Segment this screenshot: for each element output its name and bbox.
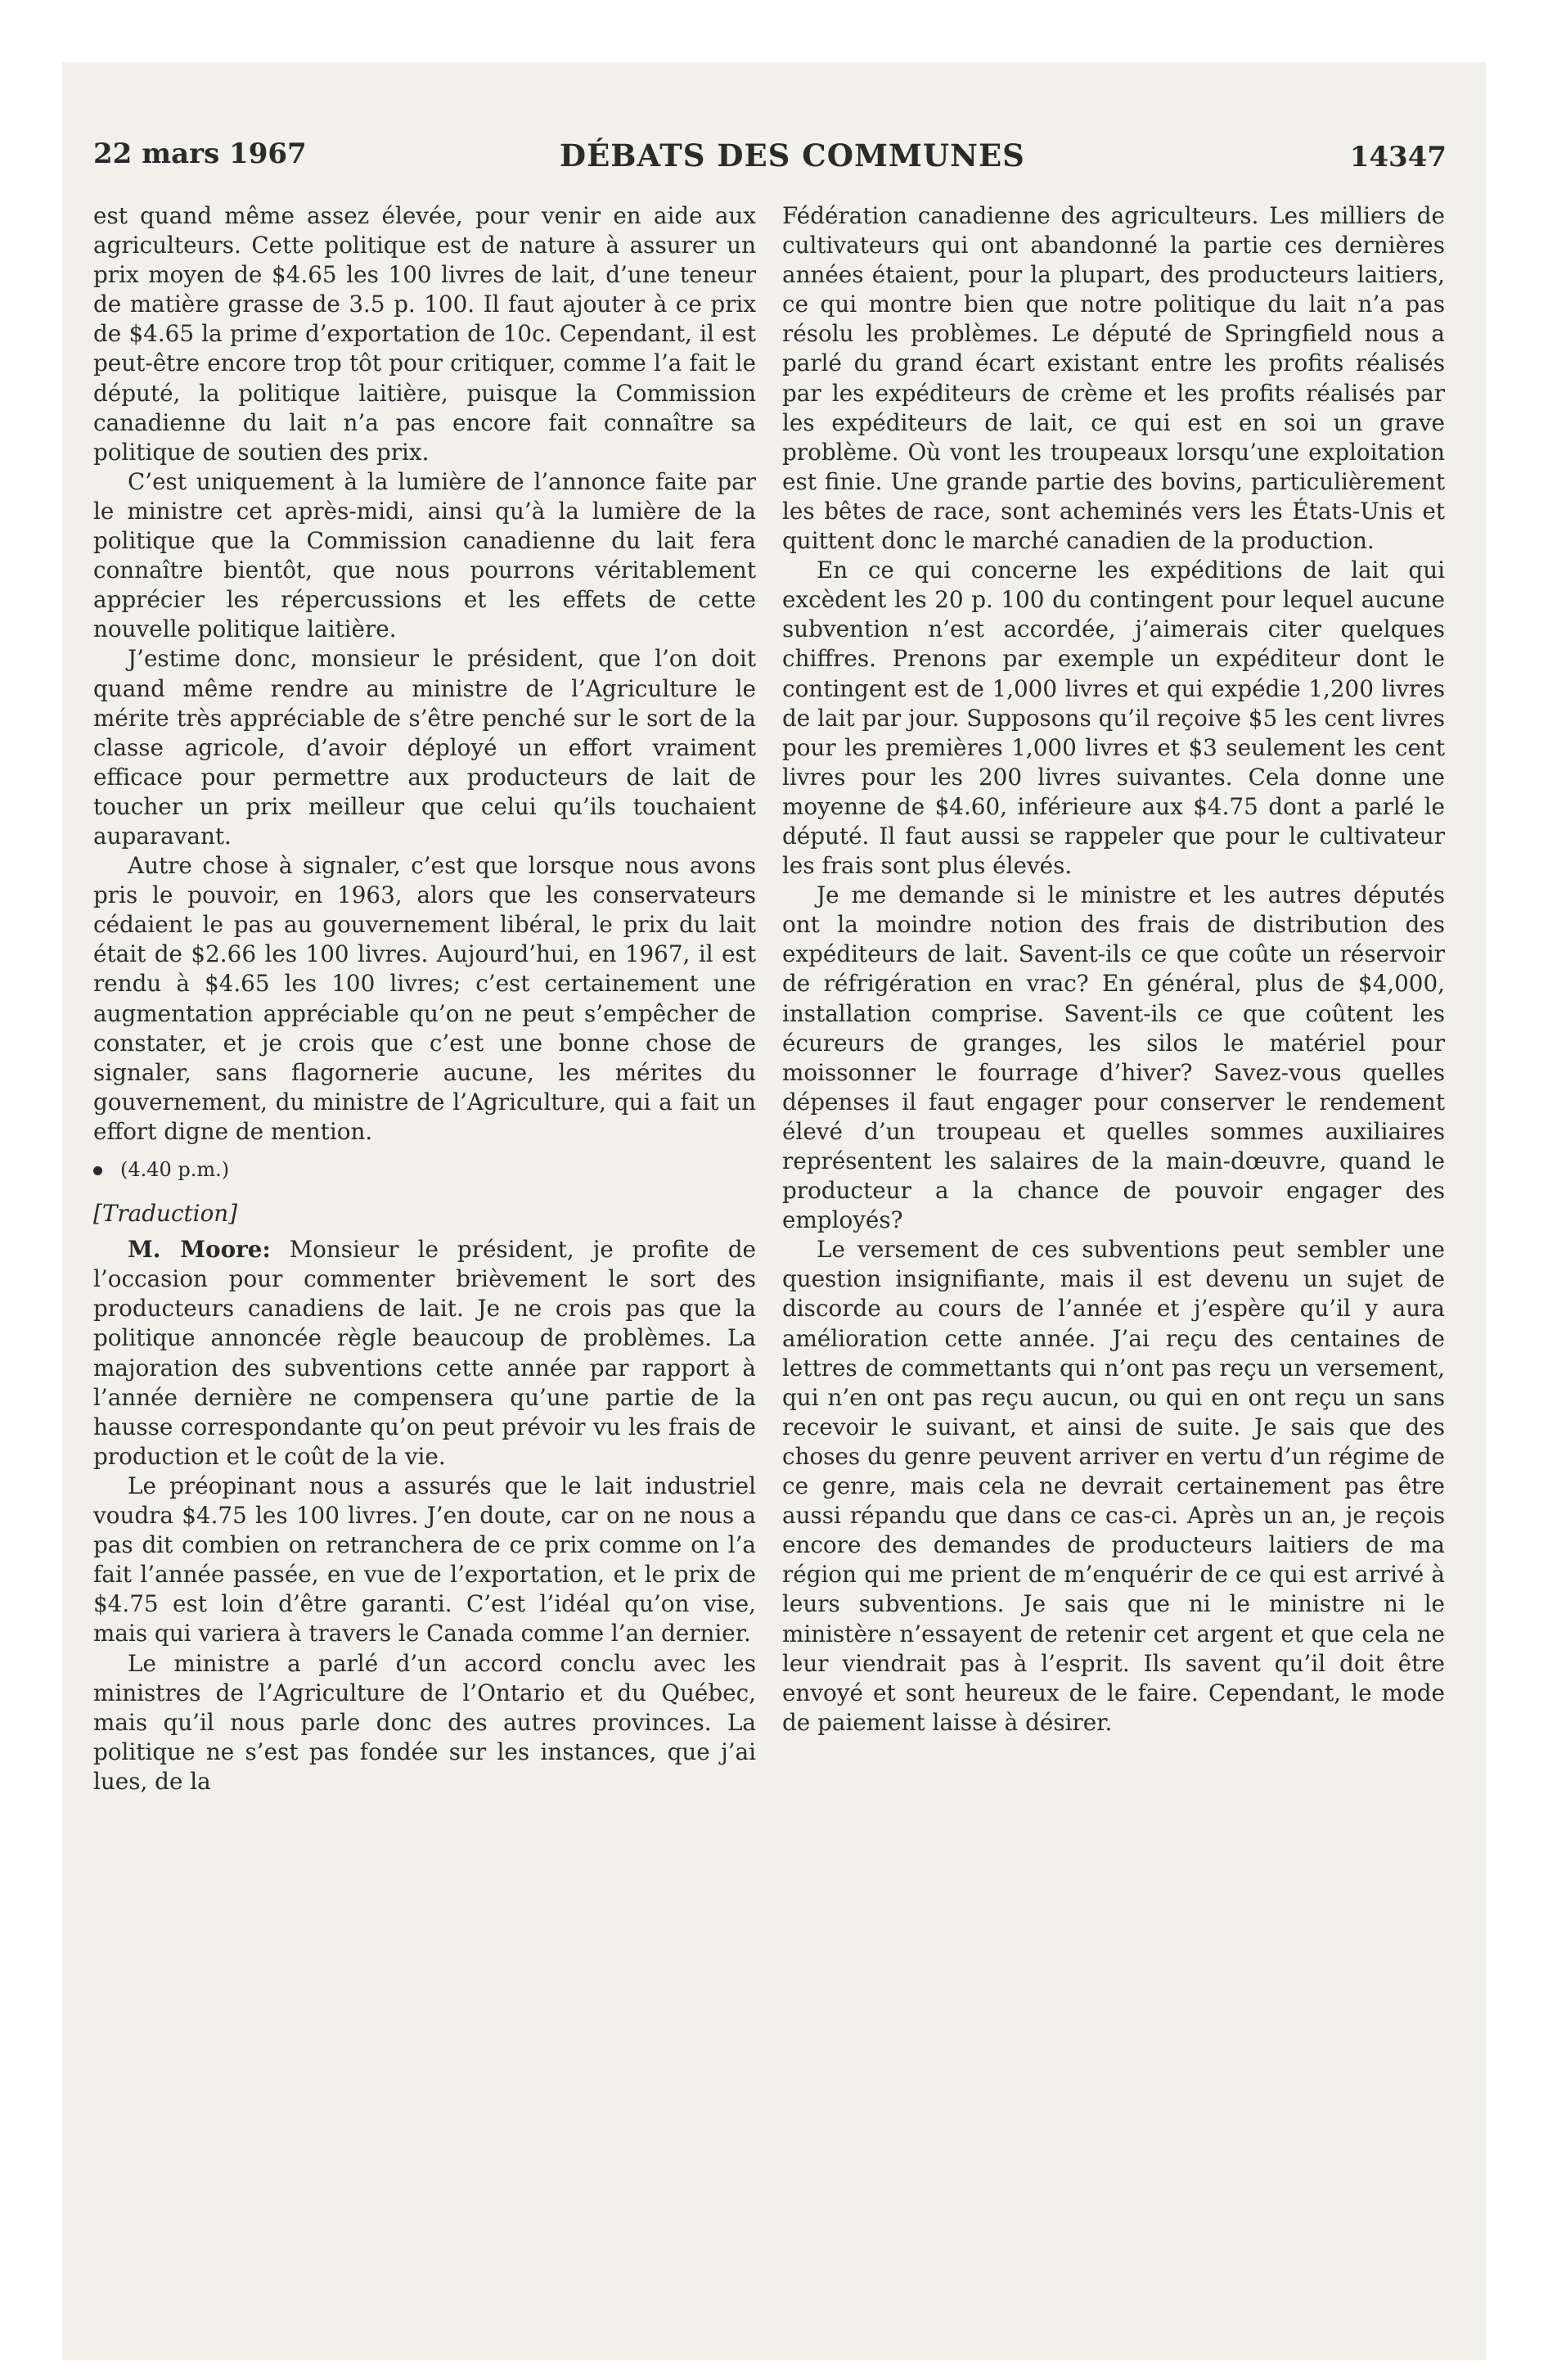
translation-note: [Traduction] xyxy=(93,1200,238,1228)
paragraph: En ce qui concerne les expéditions de lait qui excèdent les 20 p. 100 du contingent pour lequel aucune subvention n’est accordée, j’aimerais citer quelques chiffres. Prenons par exemple un expéditeur dont le contingent est de 1,000 livres et qui expédie 1,200 livres de lait par jour. Supposons qu’il reçoive $5 les cent livres pour les premières 1,000 livres et $3 seulement les cent livres pour les 200 livres suivantes. Cela donne une moyenne de $4.60, inférieure aux $4.75 dont a parlé le député. Il faut aussi se rappeler que pour le cultivateur les frais sont plus élevés. xyxy=(782,557,1445,880)
paragraph: est quand même assez élevée, pour venir en aide aux agriculteurs. Cette politique est de nature à assurer un prix moyen de $4.65 les 100 livres de lait, d’une teneur de matière grasse de 3.5 p. 100. Il faut ajouter à ce prix de $4.65 la prime d’exportation de 10c. Cependant, il est peut-être encore trop tôt pour critiquer, comme l’a fait le député, la politique laitière, puisque la Commission canadienne du lait n’a pas encore fait connaître sa politique de soutien des prix. xyxy=(93,202,756,466)
header-page-number: 14347 xyxy=(1349,141,1447,174)
left-column xyxy=(93,201,756,1796)
paragraph: Le préopinant nous a assurés que le lait industriel voudra $4.75 les 100 livres. J’en doute, car on ne nous a pas dit combien on retranchera de ce prix comme on l’a fait l’année passée, en vue de l’exportation, et le prix de $4.75 est loin d’être garanti. C’est l’idéal qu’on vise, mais qui variera à travers le Canada comme l’an dernier. xyxy=(93,1472,756,1648)
speaker-paragraph xyxy=(93,1235,756,1472)
speaker-name: M. Moore: xyxy=(128,1236,271,1264)
paragraph: Autre chose à signaler, c’est que lorsque nous avons pris le pouvoir, en 1963, alors que les conservateurs cédaient le pas au gouvernement libéral, le prix du lait était de $2.66 les 100 livres. Aujourd’hui, en 1967, il est rendu à $4.65 les 100 livres; c’est certainement une augmentation appréciable qu’on ne peut s’empêcher de constater, et je crois que c’est une bonne chose de signaler, sans flagornerie aucune, les mérites du gouvernement, du ministre de l’Agriculture, qui a fait un effort digne de mention. xyxy=(93,852,756,1145)
paragraph: Le versement de ces subventions peut sembler une question insignifiante, mais il est devenu un sujet de discorde au cours de l’année et j’espère qu’il y aura amélioration cette année. J’ai reçu des centaines de lettres de commettants qui n’ont pas reçu un versement, qui n’en ont pas reçu aucun, ou qui en ont reçu un sans recevoir le suivant, et ainsi de suite. Je sais que des choses du genre peuvent arriver en vertu d’un régime de ce genre, mais cela ne devrait certainement pas être aussi répandu que dans ce cas-ci. Après un an, je reçois encore des demandes de producteurs laitiers de ma région qui me prient de m’enquérir de ce qui est arrivé à leurs subventions. Je sais que ni le ministre ni le ministère n’essayent de retenir cet argent et que cela ne leur viendrait pas à l’esprit. Ils savent qu’il doit être envoyé et sont heureux de le faire. Cependant, le mode de paiement laisse à désirer. xyxy=(782,1236,1445,1736)
paragraph: J’estime donc, monsieur le président, que l’on doit quand même rendre au ministre de l’Agriculture le mérite très appréciable de s’être penché sur le sort de la classe agricole, d’avoir déployé un effort vraiment efficace pour permettre aux producteurs de lait de toucher un prix meilleur que celui qu’ils touchaient auparavant. xyxy=(93,645,756,850)
speaker-text: Monsieur le président, je profite de l’occasion pour commenter brièvement le sort des producteurs canadiens de lait. Je ne crois pas que la politique annoncée règle beaucoup de problèmes. La majoration des subventions cette année par rapport à l’année dernière ne compensera qu’une partie de la hausse correspondante qu’on peut prévoir vu les frais de production et le coût de la vie. xyxy=(93,1236,756,1470)
header-date: 22 mars 1967 xyxy=(93,137,307,170)
bullet-icon xyxy=(93,1166,102,1175)
right-column xyxy=(782,201,1445,1738)
paragraph: C’est uniquement à la lumière de l’annonce faite par le ministre cet après-midi, ainsi qu’à la lumière de la politique que la Commission canadienne du lait fera connaître bientôt, que nous pourrons véritablement apprécier les répercussions et les effets de cette nouvelle politique laitière. xyxy=(93,467,756,643)
page-header xyxy=(93,137,1447,187)
paragraph: Je me demande si le ministre et les autres députés ont la moindre notion des frais de distribution des expéditeurs de lait. Savent-ils ce que coûte un réservoir de réfrigération en vrac? En général, plus de $4,000, installation comprise. Savent-ils ce que coûtent les écureurs de granges, les silos le matériel pour moissonner le fourrage d’hiver? Savez-vous quelles dépenses il faut engager pour conserver le rendement élevé d’un troupeau et quelles sommes auxiliaires représentent les salaires de la main-dœuvre, quand le producteur a la chance de pouvoir engager des employés? xyxy=(782,881,1445,1234)
paragraph: Fédération canadienne des agriculteurs. Les milliers de cultivateurs qui ont abandonné la partie ces dernières années étaient, pour la plupart, des producteurs laitiers, ce qui montre bien que notre politique du lait n’a pas résolu les problèmes. Le député de Springfield nous a parlé du grand écart existant entre les profits réalisés par les expéditeurs de crème et les profits réalisés par les expéditeurs de lait, ce qui est en soi un grave problème. Où vont les troupeaux lorsqu’une exploitation est finie. Une grande partie des bovins, particulièrement les bêtes de race, sont acheminés vers les États-Unis et quittent donc le marché canadien de la production. xyxy=(782,202,1445,555)
time-marker-text: (4.40 p.m.) xyxy=(120,1158,230,1181)
paragraph: Le ministre a parlé d’un accord conclu avec les ministres de l’Agriculture de l’Ontario et du Québec, mais qu’il nous parle donc des autres provinces. La politique ne s’est pas fondée sur les instances, que j’ai lues, de la xyxy=(93,1649,756,1795)
time-marker xyxy=(93,1155,756,1184)
header-title: DÉBATS DES COMMUNES xyxy=(560,137,1025,174)
